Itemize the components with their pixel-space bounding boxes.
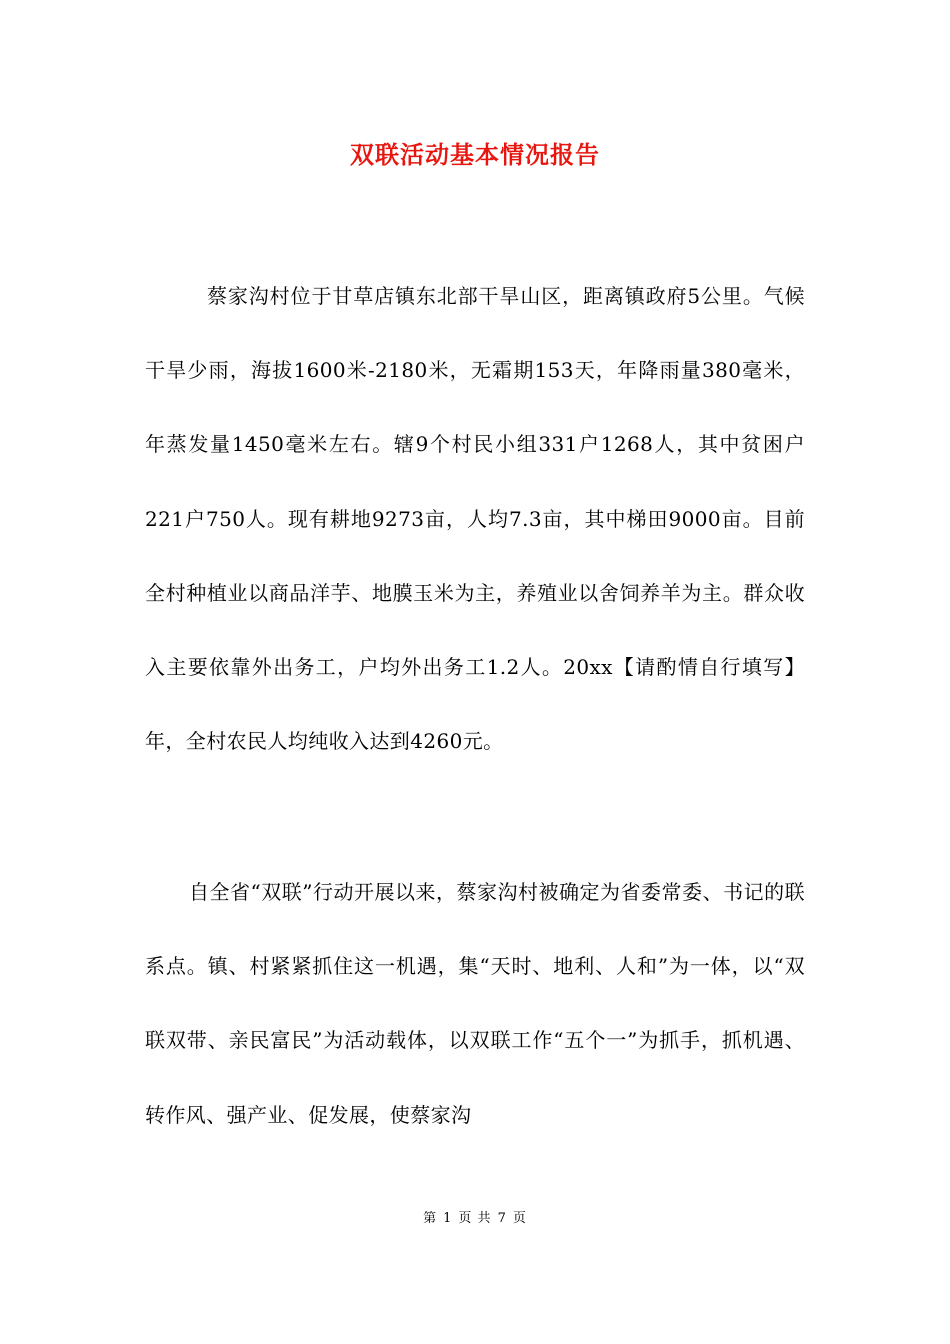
body-paragraph: 蔡家沟村位于甘草店镇东北部干旱山区，距离镇政府5公里。气候干旱少雨，海拔1600米-2180米，无霜期153天，年降雨量380毫米，年蒸发量1450毫米左右。辖9个村民小组331户1268人，其中贫困户221户750人。现有耕地9273亩，人均7.3亩，其中梯田9000亩。目前全村种植业以商品洋芋、地膜玉米为主，养殖业以舍饲养羊为主。群众收入主要依靠外出务工，户均外出务工1.2人。20xx【请酌情自行填写】年，全村农民人均纯收入达到4260元。 xyxy=(145,284,805,754)
body-paragraph: 自全省“双联”行动开展以来，蔡家沟村被确定为省委常委、书记的联系点。镇、村紧紧抓住这一机遇，集“天时、地利、人和”为一体，以“双联双带、亲民富民”为活动载体，以双联工作“五个一”为抓手，抓机遇、转作风、强产业、促发展，使蔡家沟 xyxy=(145,880,805,1127)
page-footer xyxy=(0,1210,950,1228)
current-page-number: 1 xyxy=(443,1211,453,1226)
page-label-middle: 页 共 xyxy=(458,1211,492,1226)
page-label-suffix: 页 xyxy=(512,1211,527,1226)
page-label-prefix: 第 xyxy=(423,1211,438,1226)
total-page-count: 7 xyxy=(497,1211,507,1226)
document-title: 双联活动基本情况报告 xyxy=(350,140,600,169)
